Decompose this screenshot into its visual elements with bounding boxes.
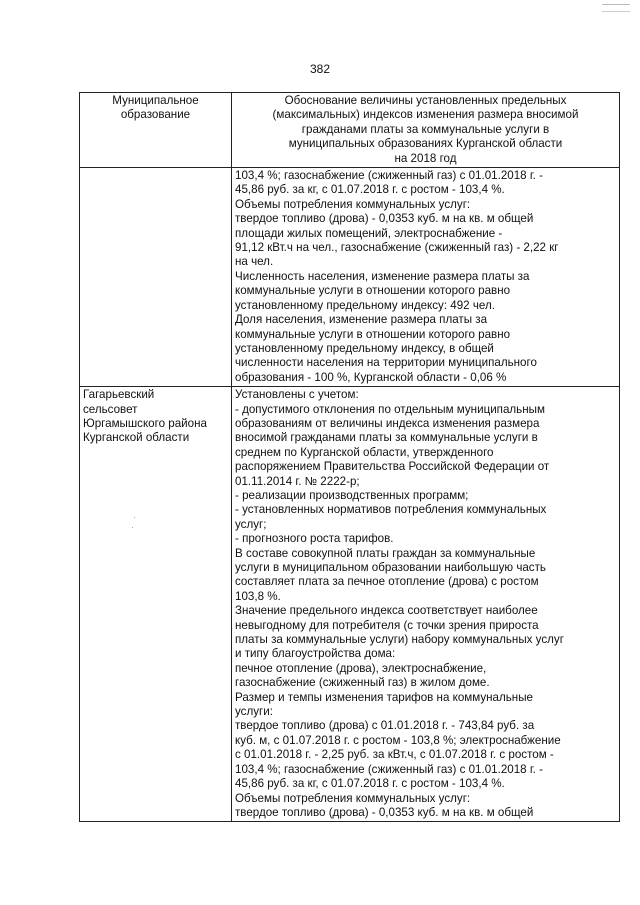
- justification-line: площади жилых помещений, электроснабжение -: [235, 226, 503, 240]
- header-justification-cell: [232, 93, 620, 168]
- justification-line: среднем по Курганской области, утвержденного: [235, 445, 494, 459]
- justification-line: Объемы потребления коммунальных услуг:: [235, 791, 471, 805]
- justification-line: установленному предельному индексу, в общей: [235, 341, 494, 355]
- header-justification-line: Обоснование величины установленных предельных: [284, 94, 567, 107]
- municipality-name-line: сельсовет: [83, 402, 138, 416]
- table-row: [80, 168, 620, 387]
- justification-line: 103,4 %; газоснабжение (сжиженный газ) с 01.01.2018 г. -: [235, 169, 543, 183]
- justification-line: образования - 100 %, Курганской области - 0,06 %: [235, 370, 507, 384]
- justification-line: Установлены с учетом:: [235, 388, 359, 402]
- justification-line: 103,4 %; газоснабжение (сжиженный газ) с 01.01.2018 г. -: [235, 762, 543, 776]
- header-justification-line: на 2018 год: [394, 151, 457, 165]
- justification-line: газоснабжение (сжиженный газ) в жилом доме.: [235, 676, 490, 690]
- table-row: [80, 387, 620, 822]
- scan-speck: ·: [133, 512, 136, 522]
- scan-speck: ·: [131, 522, 134, 532]
- header-justification-line: гражданами платы за коммунальные услуги в: [301, 122, 550, 136]
- justification-line: распоряжением Правительства Российской Федерации от: [235, 460, 550, 474]
- justification-line: вносимой гражданами платы за коммунальные услуги в: [235, 431, 538, 445]
- table-header-row: [80, 93, 620, 168]
- justification-line: составляет плата за печное отопление (дрова) с ростом: [235, 575, 539, 589]
- justification-line: услуги в муниципальном образовании наибольшую часть: [235, 561, 546, 574]
- scan-corner-mark: [602, 4, 630, 12]
- justification-line: 91,12 кВт.ч на чел., газоснабжение (сжиженный газ) - 2,22 кг: [235, 241, 559, 255]
- justification-line: 45,86 руб. за кг, с 01.07.2018 г. с ростом - 103,4 %.: [235, 777, 505, 791]
- justification-cell: [232, 168, 620, 387]
- header-justification-line: (максимальных) индексов изменения размера вносимой: [272, 108, 579, 122]
- header-municipality-cell: [80, 93, 232, 168]
- justification-line: услуг;: [235, 517, 267, 531]
- header-municipality-line: образование: [120, 108, 191, 122]
- header-justification-line: муниципальных образованиях Курганской области: [288, 137, 563, 151]
- justification-line: 45,86 руб. за кг, с 01.07.2018 г. с ростом - 103,4 %.: [235, 183, 505, 197]
- municipality-name-line: Гагарьевский: [83, 388, 155, 402]
- justification-line: куб. м, с 01.07.2018 г. с ростом - 103,8 %; электроснабжение: [235, 733, 561, 747]
- header-municipality-line: Муниципальное: [112, 94, 199, 107]
- justification-line: твердое топливо (дрова) - 0,0353 куб. м на кв. м общей: [235, 805, 534, 819]
- justification-line: твердое топливо (дрова) с 01.01.2018 г. - 743,84 руб. за: [235, 719, 535, 733]
- justification-line: коммунальные услуги в отношении которого равно: [235, 327, 511, 341]
- municipality-cell: [80, 387, 232, 822]
- justification-line: - прогнозного роста тарифов.: [235, 532, 394, 546]
- justification-line: платы за коммунальные услуги) набору коммунальных услуг: [235, 633, 564, 647]
- municipality-name-line: Курганской области: [83, 431, 190, 445]
- justification-line: численности населения на территории муниципального: [235, 356, 537, 370]
- justification-line: и типу благоустройства дома:: [235, 647, 396, 661]
- justification-line: коммунальные услуги в отношении которого равно: [235, 284, 511, 298]
- justification-line: Объемы потребления коммунальных услуг:: [235, 197, 471, 211]
- municipality-cell: [80, 168, 232, 387]
- municipality-name-line: Юргамышского района: [83, 416, 207, 430]
- justification-line: 103,8 %.: [235, 589, 281, 603]
- justification-line: невыгодному для потребителя (с точки зрения прироста: [235, 618, 539, 632]
- justification-line: услуги:: [235, 705, 273, 719]
- justification-line: В составе совокупной платы граждан за коммунальные: [235, 546, 536, 560]
- justification-line: Значение предельного индекса соответствует наиболее: [235, 604, 538, 618]
- justification-line: образованиям от величины индекса изменения размера: [235, 416, 540, 430]
- justification-line: 01.11.2014 г. № 2222-р;: [235, 474, 360, 488]
- justification-line: печное отопление (дрова), электроснабжение,: [235, 661, 487, 675]
- justification-line: - установленных нормативов потребления коммунальных: [235, 503, 547, 517]
- justification-cell: [232, 387, 620, 822]
- justification-line: - реализации производственных программ;: [235, 488, 469, 502]
- justification-line: установленному предельному индексу: 492 чел.: [235, 298, 495, 312]
- page-number: 382: [309, 62, 331, 76]
- justification-line: с 01.01.2018 г. - 2,25 руб. за кВт.ч, с 01.07.2018 г. с ростом -: [235, 748, 554, 762]
- justification-line: на чел.: [235, 255, 274, 269]
- justification-table: [79, 92, 620, 822]
- justification-line: Численность населения, изменение размера платы за: [235, 269, 530, 283]
- justification-line: Размер и темпы изменения тарифов на коммунальные: [235, 690, 533, 704]
- justification-line: - допустимого отклонения по отдельным муниципальным: [235, 402, 545, 416]
- justification-line: Доля населения, изменение размера платы за: [235, 313, 488, 327]
- justification-line: твердое топливо (дрова) - 0,0353 куб. м на кв. м общей: [235, 212, 534, 226]
